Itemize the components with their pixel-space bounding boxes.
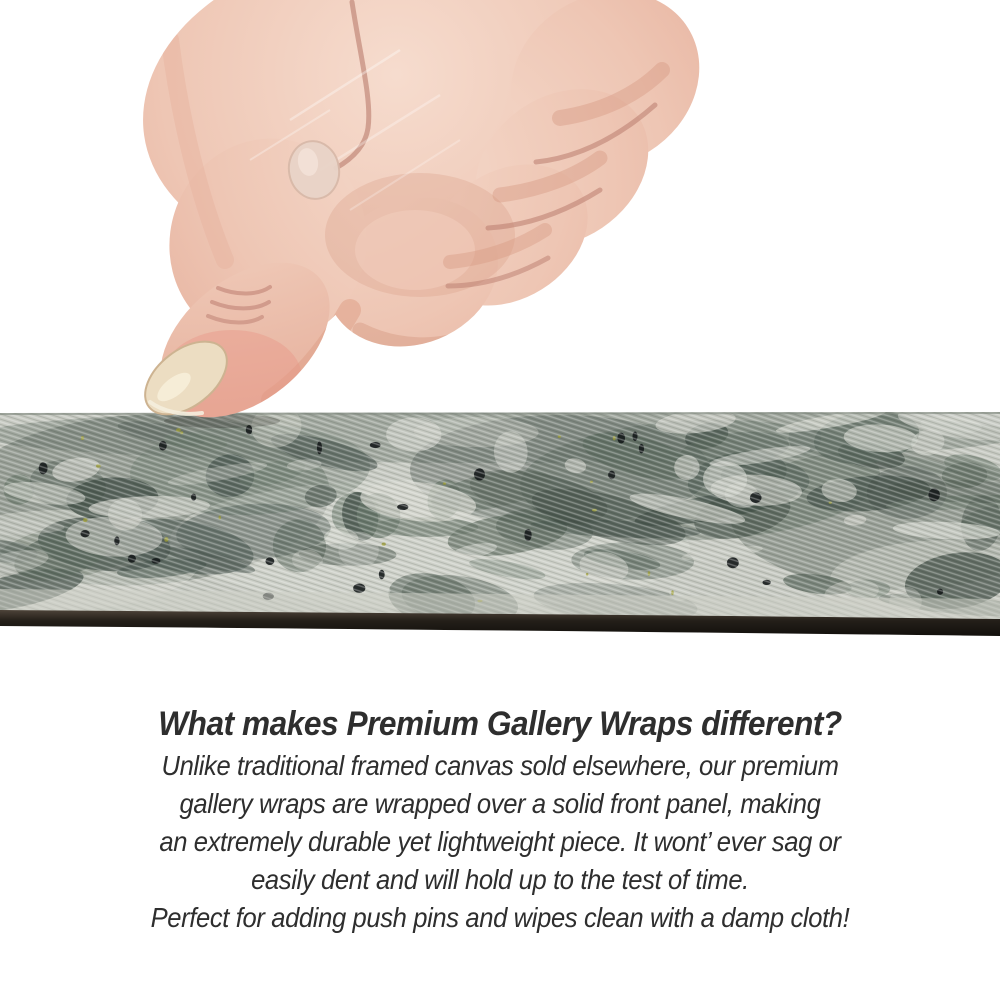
caption-line-3: an extremely durable yet lightweight piece. It wont’ ever sag or bbox=[159, 826, 841, 857]
caption-heading: What makes Premium Gallery Wraps different? bbox=[158, 705, 842, 743]
caption-block bbox=[35, 701, 965, 937]
canvas-strip bbox=[0, 401, 1000, 636]
caption-line-1: Unlike traditional framed canvas sold elsewhere, our premium bbox=[161, 750, 839, 781]
caption-line-4: easily dent and will hold up to the test of time. bbox=[251, 864, 749, 895]
caption-line-2: gallery wraps are wrapped over a solid front panel, making bbox=[179, 788, 821, 819]
caption-line-5: Perfect for adding push pins and wipes clean with a damp cloth! bbox=[150, 902, 850, 933]
hand-photo bbox=[123, 0, 733, 448]
canvas-top-edge bbox=[0, 413, 1000, 414]
